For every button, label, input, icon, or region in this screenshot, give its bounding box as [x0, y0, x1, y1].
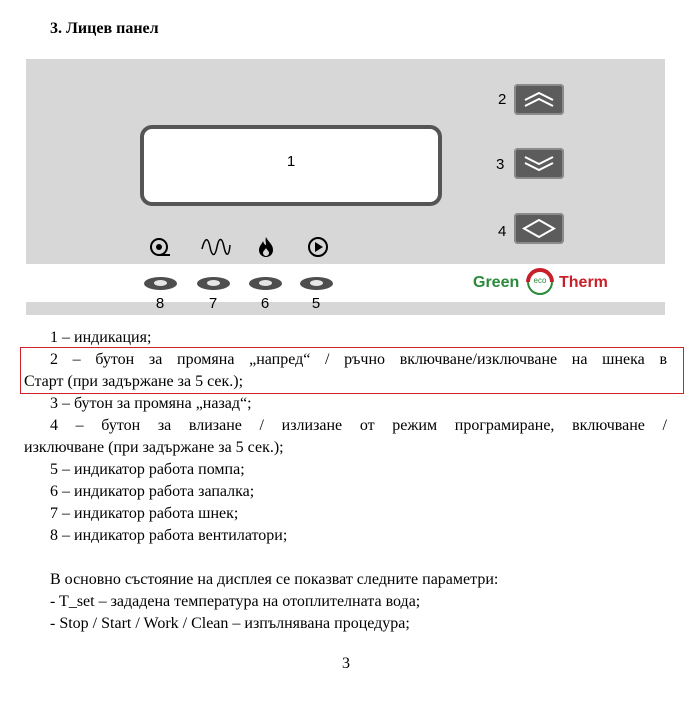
legend-item-5: 5 – индикатор работа помпа; — [50, 461, 245, 478]
indicator-number-6: 6 — [260, 295, 270, 312]
param-item-1: - T_set – зададена температура на отоплителната вода; — [50, 593, 421, 610]
legend-item-6: 6 – индикатор работа запалка; — [50, 483, 255, 500]
legend-item-2-line1: 2 – бутон за промяна „напред“ / ръчно включване/изключване на шнека в — [50, 351, 667, 368]
section-heading: 3. Лицев панел — [50, 20, 159, 37]
fan-indicator-led — [144, 277, 177, 290]
legend-item-8: 8 – индикатор работа вентилатори; — [50, 527, 288, 544]
display-label: 1 — [286, 153, 296, 170]
legend-item-2-line2: Старт (при задържане за 5 сек.); — [24, 373, 244, 390]
button-number-2: 2 — [498, 91, 507, 108]
greentherm-logo — [473, 265, 613, 301]
panel-bottom-edge — [26, 302, 665, 315]
igniter-indicator-led — [249, 277, 282, 290]
legend-item-4-line1: 4 – бутон за влизане / излизане от режим програмиране, включване / — [50, 417, 667, 434]
auger-wave-icon — [201, 235, 231, 259]
double-chevron-down-icon — [514, 148, 564, 179]
indicator-number-7: 7 — [208, 295, 218, 312]
page-number: 3 — [342, 655, 350, 672]
indicator-number-5: 5 — [311, 295, 321, 312]
logo-word-green: Green — [473, 274, 520, 291]
lcd-display — [140, 125, 442, 206]
legend-item-4-line2: изключване (при задържане за 5 сек.); — [24, 439, 284, 456]
down-button[interactable] — [514, 148, 564, 179]
logo-word-therm: Therm — [559, 274, 608, 291]
logo-eco-badge: eco — [533, 276, 547, 285]
legend-item-1: 1 – индикация; — [50, 329, 152, 346]
front-panel-illustration — [26, 59, 665, 315]
param-item-2: - Stop / Start / Work / Clean – изпълнявана процедура; — [50, 615, 410, 632]
program-button[interactable] — [514, 213, 564, 244]
diamond-icon — [514, 213, 564, 244]
legend-item-7: 7 – индикатор работа шнек; — [50, 505, 239, 522]
double-chevron-up-icon — [514, 84, 564, 115]
indicator-number-8: 8 — [155, 295, 165, 312]
fan-icon — [148, 235, 172, 259]
pump-icon — [306, 235, 330, 259]
auger-indicator-led — [197, 277, 230, 290]
highlight-box — [20, 347, 684, 394]
button-number-4: 4 — [498, 223, 507, 240]
flame-icon — [254, 235, 278, 259]
pump-indicator-led — [300, 277, 333, 290]
intro-paragraph: В основно състояние на дисплея се показват следните параметри: — [50, 571, 499, 588]
legend-item-3: 3 – бутон за промяна „назад“; — [50, 395, 252, 412]
button-number-3: 3 — [496, 156, 505, 173]
up-button[interactable] — [514, 84, 564, 115]
